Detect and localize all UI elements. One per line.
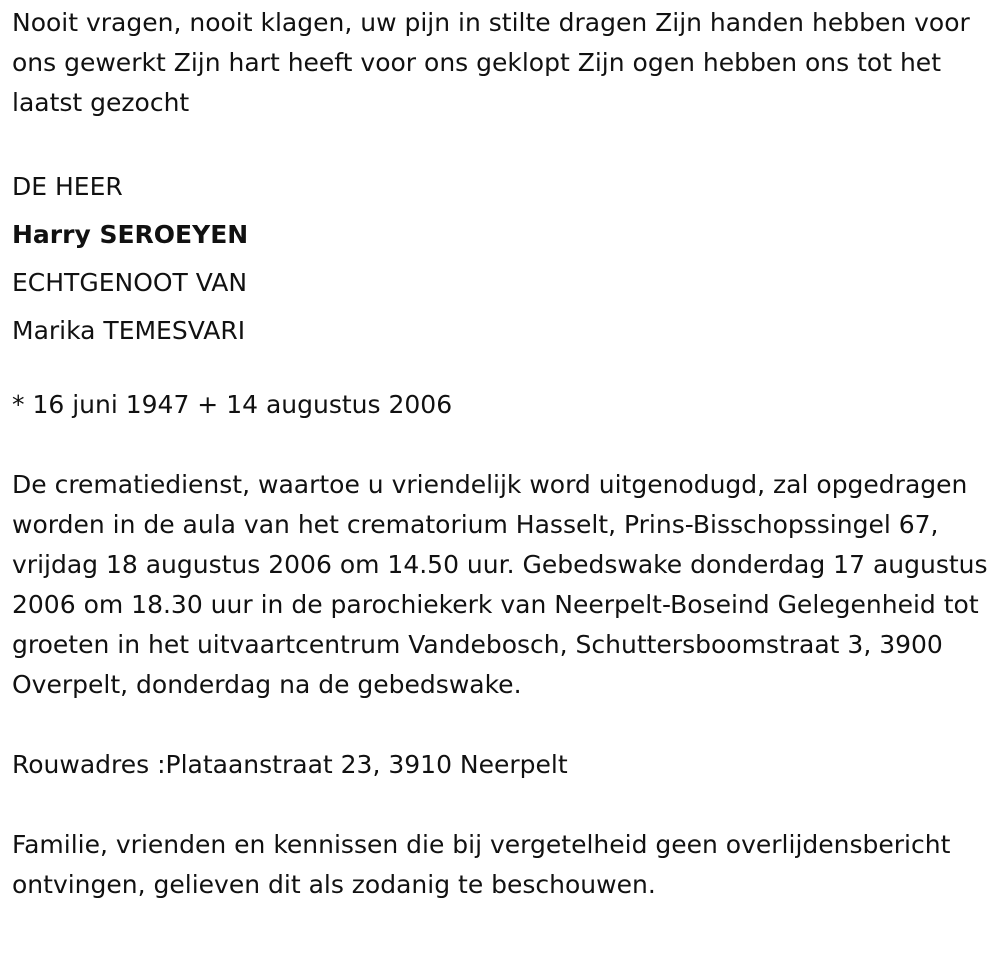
spouse-name: Marika TEMESVARI [12,316,246,345]
poem-text: Nooit vragen, nooit klagen, uw pijn in stilte dragen Zijn handen hebben voor ons gewerkt Zijn hart heeft voor ons geklopt Zijn ogen hebben ons tot het laatst gezocht [12,8,978,117]
spacer [12,785,988,825]
honorific-title: DE HEER [12,172,123,201]
relation-label: ECHTGENOOT VAN [12,268,248,297]
closing-note: Familie, vrienden en kennissen die bij vergetelheid geen overlijdensbericht ontvingen, gelieven dit als zodanig te beschouwen. [12,830,959,899]
deceased-name: Harry SEROEYEN [12,220,249,249]
mourning-address: Rouwadres :Plataanstraat 23, 3910 Neerpelt [12,750,568,779]
spacer [12,355,988,385]
spacer [12,705,988,745]
life-dates: * 16 juni 1947 + 14 augustus 2006 [12,390,453,419]
ceremony-details: De crematiedienst, waartoe u vriendelijk word uitgenodugd, zal opgedragen worden in de aula van het crematorium Hasselt, Prins-Bisschopssingel 67, vrijdag 18 augustus 2006 om 14.50 uur. Gebedswake donderdag 17 augustus 2006 om 18.30 uur in de parochiekerk van Neerpelt-Boseind Gelegenheid tot groeten in het uitvaartcentrum Vandebosch, Schuttersboomstraat 3, 3900 Overpelt, donderdag na de gebedswake. [12,470,996,699]
spacer [12,425,988,465]
spacer [12,123,988,163]
